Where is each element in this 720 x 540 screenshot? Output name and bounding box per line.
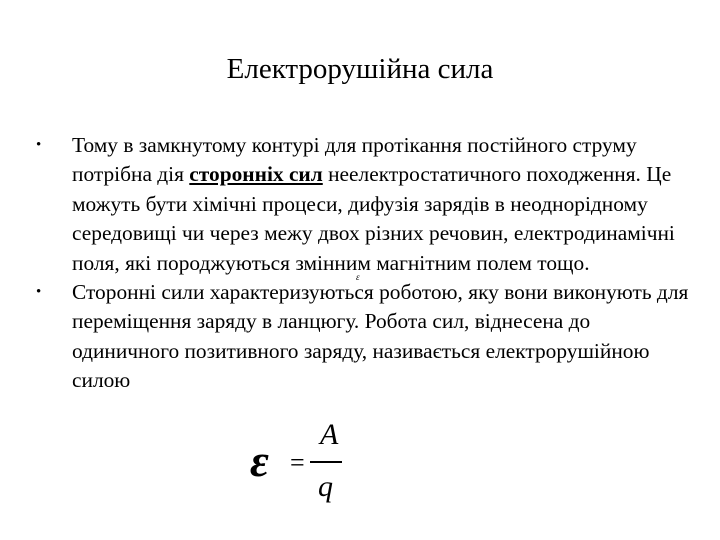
formula-numerator: A	[320, 418, 339, 451]
slide-title: Електрорушійна сила	[226, 53, 494, 85]
bullet-list	[36, 131, 696, 396]
bullet-1-emphasis: сторонніх сил	[189, 162, 323, 187]
bullet-1-text-start: Тому в замкнутому контурі для протікання постійного струму потрібна дія	[72, 133, 637, 187]
formula-denominator: q	[318, 470, 333, 503]
emf-symbol: ε	[250, 435, 269, 486]
bullet-icon: •	[36, 137, 42, 153]
bullet-2-text: Сторонні сили характеризуються роботою, яку вони виконують для переміщення заряду в ланцюгу. Робота сил, віднесена до одиничного позитивного заряду, називається електрорушійною силою	[72, 280, 689, 393]
bullet-icon: •	[36, 284, 42, 301]
bullet-1-text-end: неелектростатичного походження. Це можуть бути хімічні процеси, дифузія зарядів в неоднорідному середовищі чи через межу двох різних речовин, електродинамічні поля, які породжуються змінним магнітним полем тощо.	[72, 162, 675, 275]
emf-formula	[246, 418, 396, 518]
stray-epsilon-mark: ε	[356, 272, 360, 282]
equals-sign: =	[290, 448, 305, 477]
fraction-bar	[310, 461, 342, 463]
bullet-item-1	[36, 131, 696, 278]
bullet-item-2	[36, 278, 696, 396]
